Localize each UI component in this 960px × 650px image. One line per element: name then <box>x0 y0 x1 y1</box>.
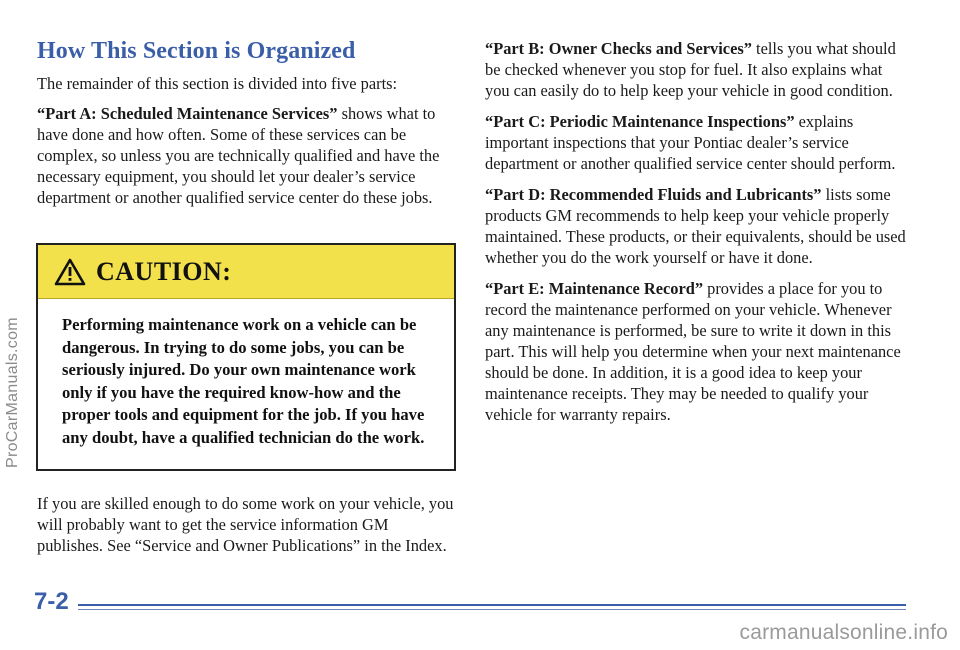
part-d-text: lists some products GM recommends to help keep your vehicle properly maintained. These products, or their equivalents, should be used whether you do the work yourself or have it done. <box>485 185 906 267</box>
warning-triangle-icon <box>54 258 86 286</box>
bottom-watermark: carmanualsonline.info <box>739 621 948 644</box>
part-c-title: “Part C: Periodic Maintenance Inspections” <box>485 112 795 131</box>
caution-label: CAUTION: <box>96 256 232 286</box>
section-heading: How This Section is Organized <box>37 38 356 64</box>
part-c-paragraph <box>485 111 910 174</box>
part-b-text: tells you what should be checked whenever you stop for fuel. It also explains what you can easily do to help keep your vehicle in good condition. <box>485 39 896 100</box>
caution-box <box>36 243 456 471</box>
closing-paragraph: If you are skilled enough to do some work on your vehicle, you will probably want to get the service information GM publishes. See “Service and Owner Publications” in the Index. <box>37 494 454 555</box>
right-column <box>485 38 910 435</box>
part-b-paragraph <box>485 38 910 101</box>
part-e-paragraph <box>485 278 910 425</box>
closing-block <box>37 493 457 566</box>
part-a-text: shows what to have done and how often. Some of these services can be complex, so unless you are technically qualified and have the necessary equipment, you should let your dealer’s service department or another qualified service center do these jobs. <box>37 104 440 207</box>
part-a-title: “Part A: Scheduled Maintenance Services” <box>37 104 338 123</box>
part-e-text: provides a place for you to record the maintenance performed on your vehicle. Whenever any maintenance is performed, be sure to write it down in this part. This will help you determine when your next maintenance should be done. In addition, it is a good idea to keep your maintenance receipts. They may be needed to qualify your vehicle for warranty repairs. <box>485 279 901 424</box>
page-number: 7-2 <box>34 588 69 615</box>
intro-paragraph: The remainder of this section is divided into five parts: <box>37 74 398 93</box>
part-b-title: “Part B: Owner Checks and Services” <box>485 39 752 58</box>
part-a-paragraph <box>37 103 457 208</box>
part-d-title: “Part D: Recommended Fluids and Lubricants” <box>485 185 822 204</box>
part-c-text: explains important inspections that your Pontiac dealer’s service department or another qualified service center should perform. <box>485 112 896 173</box>
caution-header <box>38 245 454 299</box>
part-d-paragraph <box>485 184 910 268</box>
footer-rule <box>78 604 906 606</box>
caution-text: Performing maintenance work on a vehicle can be dangerous. In trying to do some jobs, you can be seriously injured. Do your own maintenance work only if you have the required know-how and the proper tools and equipment for the job. If you have any doubt, have a qualified technician do the work. <box>62 315 425 447</box>
footer-rule-thin <box>78 609 906 610</box>
part-e-title: “Part E: Maintenance Record” <box>485 279 704 298</box>
left-column <box>37 38 457 218</box>
side-watermark: ProCarManuals.com <box>4 317 21 468</box>
